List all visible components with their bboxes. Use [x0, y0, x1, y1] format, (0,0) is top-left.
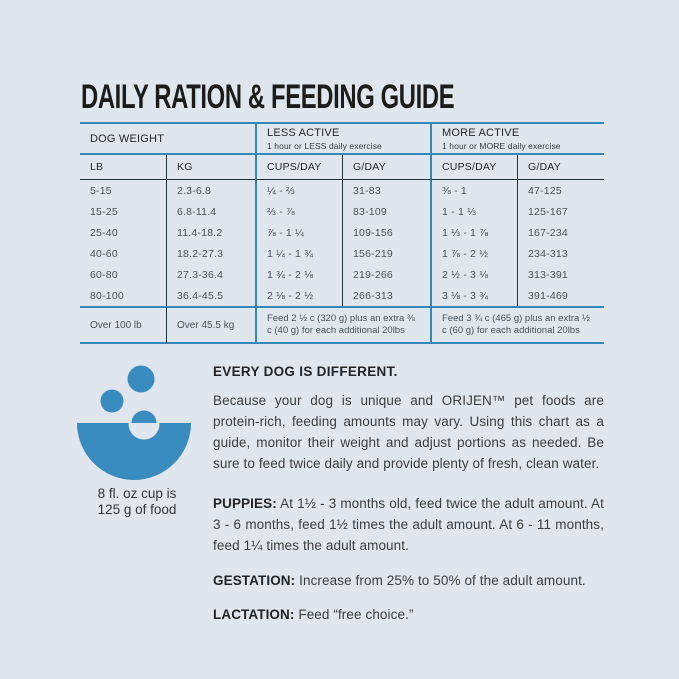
table-cell: ⅔ - ⅞ [255, 201, 342, 222]
table-cell: 109-156 [342, 222, 430, 243]
puppies-label: PUPPIES: [213, 496, 277, 511]
table-cell: 36.4-45.5 [166, 285, 255, 306]
table-cell: 2 ½ - 3 ⅛ [430, 264, 517, 285]
table-cell: 313-391 [517, 264, 604, 285]
table-cell: ¼ - ⅔ [255, 180, 342, 201]
col-header-kg: KG [166, 155, 255, 180]
table-cell: ⅞ - 1 ¼ [255, 222, 342, 243]
table-cell: 2.3-6.8 [166, 180, 255, 201]
table-cell: ⅜ - 1 [430, 180, 517, 201]
table-cell: 234-313 [517, 243, 604, 264]
table-cell: 5-15 [90, 184, 112, 197]
table-cell: 40-60 [90, 247, 118, 260]
puppies-paragraph [213, 493, 604, 556]
table-header-dog-weight: DOG WEIGHT [80, 122, 255, 155]
table-cell: 1 ¾ - 2 ⅛ [255, 264, 342, 285]
table-cell-more-active-note: Feed 3 ¾ c (465 g) plus an extra ½ c (60 g) for each additional 20lbs [430, 306, 604, 344]
col-header-lb: LB [80, 155, 166, 180]
table-cell: 1 ⅓ - 1 ⅞ [430, 222, 517, 243]
table-cell: 80-100 [90, 289, 124, 302]
col-header-cups-more: CUPS/DAY [430, 155, 517, 180]
feeding-info-column [213, 364, 604, 625]
food-bowl-icon [76, 362, 198, 486]
gestation-paragraph [213, 570, 604, 591]
lactation-label: LACTATION: [213, 607, 295, 622]
table-cell: 219-266 [342, 264, 430, 285]
puppies-text: At 1½ - 3 months old, feed twice the adult amount. At 3 - 6 months, feed 1½ times the adult amount. At 6 - 11 months, feed 1¼ times the adult amount. [213, 496, 604, 553]
cup-caption-line1: 8 fl. oz cup is [97, 486, 177, 501]
table-cell: 15-25 [90, 205, 118, 218]
table-cell: 27.3-36.4 [166, 264, 255, 285]
table-cell: 47-125 [517, 180, 604, 201]
lactation-paragraph [213, 604, 604, 625]
table-cell: 25-40 [90, 226, 118, 239]
table-header-less-active: LESS ACTIVE 1 hour or LESS daily exercise [255, 122, 430, 155]
table-cell: 156-219 [342, 243, 430, 264]
table-cell: 1 - 1 ⅓ [430, 201, 517, 222]
table-cell: 266-313 [342, 285, 430, 306]
table-cell: 125-167 [517, 201, 604, 222]
table-cell-less-active-note: Feed 2 ½ c (320 g) plus an extra ⅜ c (40 g) for each additional 20lbs [255, 306, 430, 344]
table-cell-over-kg: Over 45.5 kg [166, 306, 255, 344]
table-cell: 3 ⅛ - 3 ¾ [430, 285, 517, 306]
table-cell: 391-469 [517, 285, 604, 306]
page-title: DAILY RATION & FEEDING GUIDE [81, 78, 455, 116]
gestation-text: Increase from 25% to 50% of the adult amount. [299, 573, 586, 588]
table-cell: 83-109 [342, 201, 430, 222]
table-cell: 6.8-11.4 [166, 201, 255, 222]
cup-measure-caption [72, 486, 202, 518]
info-body-paragraph: Because your dog is unique and ORIJEN™ pet foods are protein-rich, feeding amounts may vary. Using this chart as a guide, monitor their weight and adjust portions as needed. Be sure to feed twice daily and provide plenty of fresh, clean water. [213, 393, 604, 471]
cup-caption-line2: 125 g of food [97, 502, 177, 517]
table-cell: 1 ¼ - 1 ¾ [255, 243, 342, 264]
feeding-table [80, 122, 604, 344]
table-cell: 11.4-18.2 [166, 222, 255, 243]
table-cell: 1 ⅞ - 2 ½ [430, 243, 517, 264]
table-header-more-active: MORE ACTIVE 1 hour or MORE daily exercise [430, 122, 604, 155]
col-header-g-more: G/DAY [517, 155, 604, 180]
col-header-cups-less: CUPS/DAY [255, 155, 342, 180]
table-cell: 18.2-27.3 [166, 243, 255, 264]
col-header-g-less: G/DAY [342, 155, 430, 180]
gestation-label: GESTATION: [213, 573, 296, 588]
info-heading: EVERY DOG IS DIFFERENT. [213, 364, 398, 379]
table-cell-over-lb: Over 100 lb [80, 306, 166, 344]
table-cell: 167-234 [517, 222, 604, 243]
table-cell: 60-80 [90, 268, 118, 281]
table-cell: 2 ⅛ - 2 ½ [255, 285, 342, 306]
table-cell: 31-83 [342, 180, 430, 201]
lactation-text: Feed “free choice.” [298, 607, 414, 622]
